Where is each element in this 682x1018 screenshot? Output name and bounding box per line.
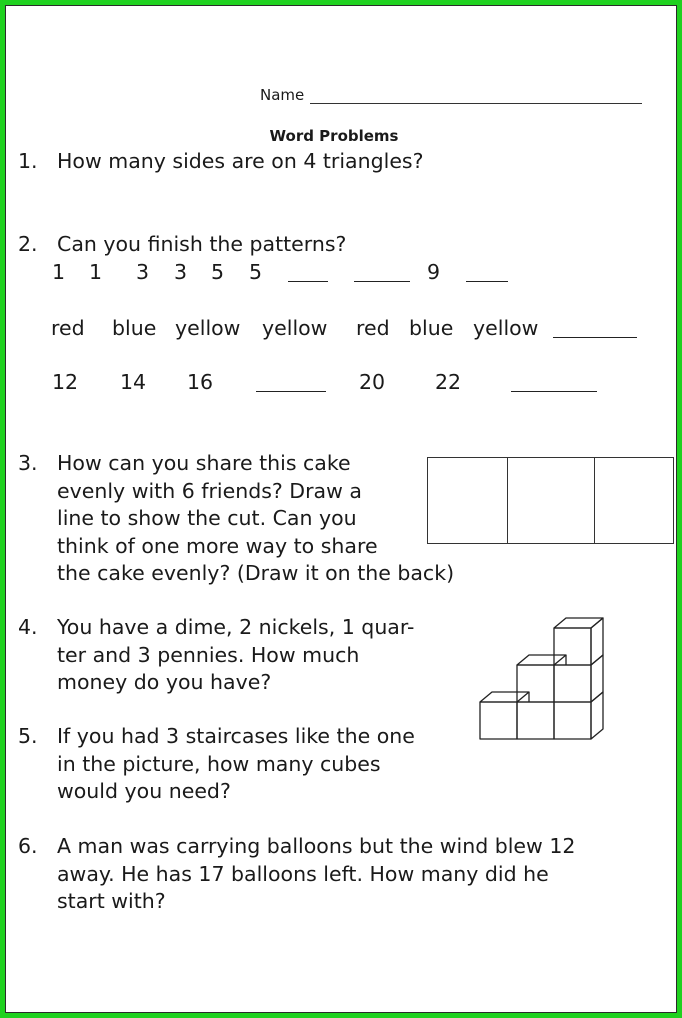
question-text-line: away. He has 17 balloons left. How many did he [57,861,549,886]
pattern-blank[interactable] [256,391,326,392]
question-text-line: money do you have? [57,670,272,694]
pattern-item: red [356,316,390,340]
question-text-line: ter and 3 pennies. How much [57,642,360,667]
pattern-row-even-numbers [6,370,676,400]
question-text-line: in the picture, how many cubes [57,751,381,776]
pattern-item: blue [409,316,454,340]
pattern-item: red [51,316,85,340]
pattern-blank[interactable] [288,281,328,282]
question-text-line: A man was carrying balloons but the wind blew 12 [57,834,576,858]
question-text-line: would you need? [57,779,231,803]
pattern-item: 5 [249,260,263,284]
question-number: 1. [18,149,38,173]
pattern-item: 14 [120,370,147,394]
question-text-line: If you had 3 staircases like the one [57,724,415,748]
question-number: 5. [18,724,38,748]
question-text-line: evenly with 6 friends? Draw a [57,478,362,503]
question-number: 3. [18,451,38,475]
cake-rectangle-figure[interactable] [427,457,674,544]
name-label: Name [260,86,305,104]
pattern-item: yellow [473,316,539,340]
pattern-item: 9 [427,260,441,284]
pattern-item: 3 [174,260,188,284]
pattern-blank[interactable] [354,281,410,282]
cake-divider-line [507,458,508,543]
pattern-blank[interactable] [466,281,508,282]
pattern-row-colors [6,316,676,346]
worksheet-title: Word Problems [269,127,399,145]
pattern-item: 22 [435,370,462,394]
pattern-item: yellow [175,316,241,340]
question-text-line: think of one more way to share [57,533,378,558]
question-text-line: line to show the cut. Can you [57,506,357,530]
pattern-item: yellow [262,316,328,340]
pattern-row-numbers-odd [6,260,676,290]
name-blank-line[interactable] [310,103,642,104]
question-text-line: How can you share this cake [57,451,351,475]
pattern-item: 1 [89,260,103,284]
cake-divider-line [594,458,595,543]
pattern-item: 12 [52,370,79,394]
pattern-item: 20 [359,370,386,394]
pattern-item: 3 [136,260,150,284]
pattern-blank[interactable] [511,391,597,392]
question-number: 2. [18,232,38,256]
pattern-item: 1 [52,260,66,284]
question-number: 4. [18,615,38,639]
question-6 [6,833,676,918]
question-text-line: You have a dime, 2 nickels, 1 quar- [57,615,415,639]
question-text: Can you finish the patterns? [57,232,347,256]
question-text-line: the cake evenly? (Draw it on the back) [57,561,455,585]
question-text-line: start with? [57,889,166,913]
question-number: 6. [18,834,38,858]
question-5 [6,723,676,808]
question-text: How many sides are on 4 triangles? [57,149,424,173]
pattern-blank[interactable] [553,337,637,338]
pattern-item: 16 [187,370,214,394]
worksheet [5,5,677,1013]
pattern-item: 5 [211,260,225,284]
pattern-item: blue [112,316,157,340]
